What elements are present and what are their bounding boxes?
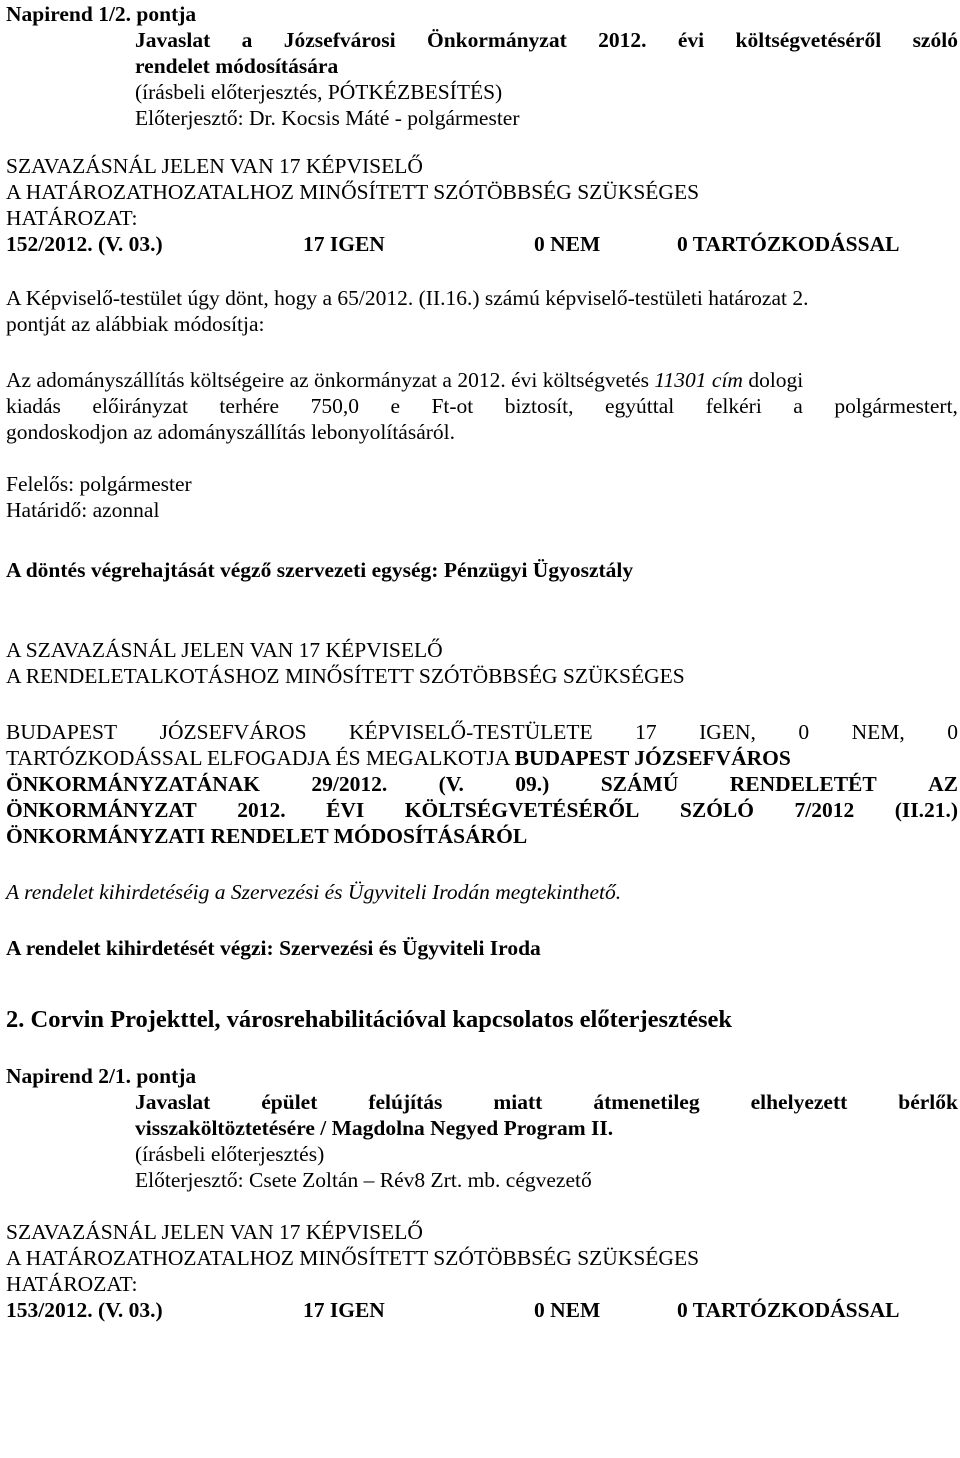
section-heading: 2. Corvin Projekttel, városrehabilitációval kapcsolatos előterjesztések <box>6 1006 733 1033</box>
attendance: SZAVAZÁSNÁL JELEN VAN 17 KÉPVISELŐ <box>6 1220 423 1244</box>
ordinance-text: TARTÓZKODÁSSAL ELFOGADJA ÉS MEGALKOTJA BUDAPEST JÓZSEFVÁROS <box>6 746 791 770</box>
ordinance-text: ÖNKORMÁNYZATI RENDELET MÓDOSÍTÁSÁRÓL <box>6 824 528 848</box>
majority-requirement: A HATÁROZATHOZATALHOZ MINŐSÍTETT SZÓTÖBBSÉG SZÜKSÉGES <box>6 1246 700 1270</box>
agenda-item-title <box>6 1089 958 1193</box>
resolution-label: HATÁROZAT: <box>6 1272 138 1296</box>
attendance: A SZAVAZÁSNÁL JELEN VAN 17 KÉPVISELŐ <box>6 638 443 662</box>
title-line: visszaköltöztetésére / Magdolna Negyed Program II. <box>135 1116 614 1140</box>
decision-text: gondoskodjon az adományszállítás lebonyolításáról. <box>6 420 456 444</box>
title-word: 2012. <box>598 28 647 52</box>
title-word: évi <box>677 28 705 52</box>
majority-requirement: A HATÁROZATHOZATALHOZ MINŐSÍTETT SZÓTÖBBSÉG SZÜKSÉGES <box>6 180 700 204</box>
budget-title: 11301 cím <box>654 368 743 392</box>
resolution-number: 152/2012. (V. 03.) <box>6 232 163 256</box>
title-line: rendelet módosítására <box>135 54 339 78</box>
vote-abstain: 0 TARTÓZKODÁSSAL <box>677 232 900 256</box>
vote-no: 0 NEM <box>534 1298 601 1322</box>
presenter: Előterjesztő: Csete Zoltán – Rév8 Zrt. mb. cégvezető <box>135 1168 592 1192</box>
vote-no: 0 NEM <box>534 232 601 256</box>
submission-type: (írásbeli előterjesztés, PÓTKÉZBESÍTÉS) <box>135 80 503 104</box>
publisher: A rendelet kihirdetését végzi: Szervezési és Ügyviteli Iroda <box>6 936 541 960</box>
vote-yes: 17 IGEN <box>303 1298 385 1322</box>
decision-text: Az adományszállítás költségeire az önkormányzat a 2012. évi költségvetés 11301 cím dologi <box>6 368 804 392</box>
publication-note: A rendelet kihirdetéséig a Szervezési és Ügyviteli Irodán megtekinthető. <box>6 880 622 904</box>
title-word: szóló <box>912 28 958 52</box>
title-word: költségvetéséről <box>735 28 882 52</box>
title-line: Javaslat épület felújítás miatt átmenetileg elhelyezett bérlők <box>135 1090 958 1114</box>
vote-yes: 17 IGEN <box>303 232 385 256</box>
executor: A döntés végrehajtását végző szervezeti egység: Pénzügyi Ügyosztály <box>6 558 634 582</box>
title-line <box>135 27 958 53</box>
agenda-item-label: Napirend 2/1. pontja <box>6 1064 197 1088</box>
vote-abstain: 0 TARTÓZKODÁSSAL <box>677 1298 900 1322</box>
ordinance-text: ÖNKORMÁNYZATÁNAK 29/2012. (V. 09.) SZÁMÚ RENDELETÉT AZ <box>6 772 958 796</box>
decision-intro: pontját az alábbiak módosítja: <box>6 312 265 336</box>
decision-intro: A Képviselő-testület úgy dönt, hogy a 65/2012. (II.16.) számú képviselő-testületi határozat 2. <box>6 286 809 310</box>
agenda-item-label: Napirend 1/2. pontja <box>6 2 197 26</box>
presenter: Előterjesztő: Dr. Kocsis Máté - polgármester <box>135 106 520 130</box>
resolution-label: HATÁROZAT: <box>6 206 138 230</box>
title-word: a <box>241 28 253 52</box>
document-page <box>6 1 958 1323</box>
ordinance-text: BUDAPEST JÓZSEFVÁROS KÉPVISELŐ-TESTÜLETE 17 IGEN, 0 NEM, 0 <box>6 720 958 744</box>
deadline: Határidő: azonnal <box>6 498 160 522</box>
decision-text: kiadás előirányzat terhére 750,0 e Ft-ot biztosít, egyúttal felkéri a polgármestert, <box>6 394 958 418</box>
vote-result <box>6 231 958 257</box>
submission-type: (írásbeli előterjesztés) <box>135 1142 325 1166</box>
title-word: Önkormányzat <box>426 28 567 52</box>
title-word: Javaslat <box>135 28 211 52</box>
responsible: Felelős: polgármester <box>6 472 192 496</box>
title-word: Józsefvárosi <box>283 28 396 52</box>
attendance: SZAVAZÁSNÁL JELEN VAN 17 KÉPVISELŐ <box>6 154 423 178</box>
vote-result <box>6 1297 958 1323</box>
agenda-item-title <box>6 27 958 131</box>
resolution-number: 153/2012. (V. 03.) <box>6 1298 163 1322</box>
ordinance-text: ÖNKORMÁNYZAT 2012. ÉVI KÖLTSÉGVETÉSÉRŐL SZÓLÓ 7/2012 (II.21.) <box>6 798 958 822</box>
majority-requirement: A RENDELETALKOTÁSHOZ MINŐSÍTETT SZÓTÖBBSÉG SZÜKSÉGES <box>6 664 685 688</box>
